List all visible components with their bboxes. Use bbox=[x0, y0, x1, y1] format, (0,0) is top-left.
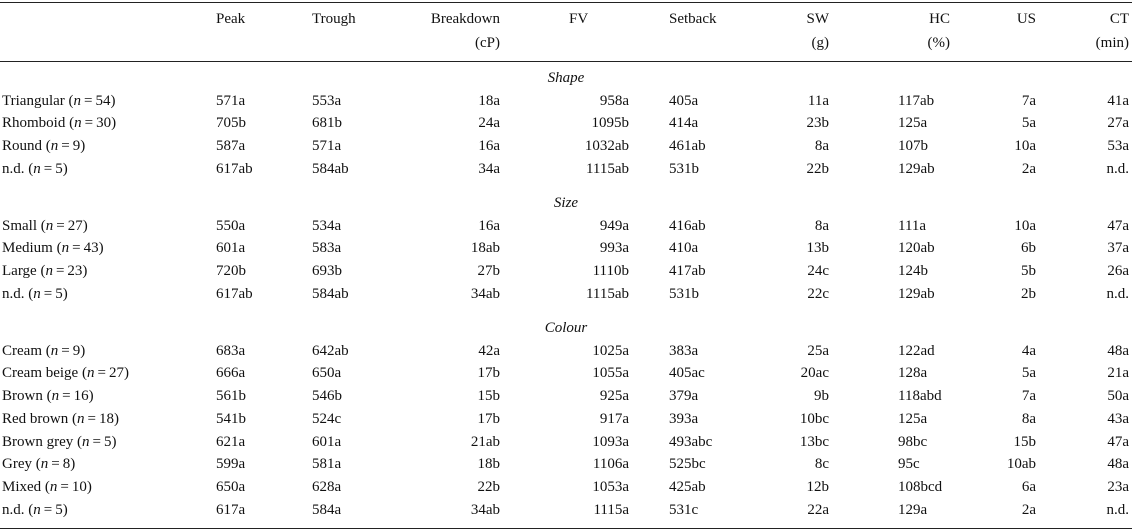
table-cell: 124b bbox=[898, 263, 928, 280]
group-name: Brown bbox=[2, 388, 43, 405]
paren-open: ( bbox=[64, 92, 74, 109]
column-header: Peak bbox=[216, 11, 246, 27]
table-cell: 43a bbox=[1107, 410, 1129, 427]
sample-count: 9 bbox=[72, 342, 81, 359]
equals-sign: = bbox=[48, 456, 63, 473]
column-header: Trough bbox=[312, 11, 356, 27]
table-cell: 425ab bbox=[669, 478, 706, 495]
paren-close: ) bbox=[98, 240, 104, 257]
equals-sign: = bbox=[59, 388, 74, 405]
row-label bbox=[2, 453, 202, 476]
table-cell: 534a bbox=[312, 217, 342, 234]
paren-close: ) bbox=[80, 342, 86, 359]
n-symbol: n bbox=[73, 92, 82, 109]
table-cell: 10a bbox=[1014, 217, 1036, 234]
table-cell: 2a bbox=[1021, 160, 1036, 177]
group-name: Brown grey bbox=[2, 433, 74, 450]
equals-sign: = bbox=[84, 410, 99, 427]
paren-close: ) bbox=[62, 160, 68, 177]
sample-count: 27 bbox=[108, 365, 124, 382]
n-symbol: n bbox=[45, 217, 54, 234]
paren-open: ( bbox=[24, 501, 34, 518]
n-symbol: n bbox=[50, 342, 59, 359]
paren-open: ( bbox=[68, 410, 77, 427]
column-header-unit: (min) bbox=[1095, 35, 1129, 51]
paren-close: ) bbox=[113, 410, 119, 427]
table-cell: 107b bbox=[898, 138, 928, 155]
table-cell: 34ab bbox=[470, 501, 500, 518]
table-cell: 41a bbox=[1107, 92, 1129, 109]
row-label bbox=[2, 158, 202, 181]
table-cell: 10bc bbox=[799, 410, 829, 427]
table-row bbox=[0, 112, 1132, 135]
column-header: CT bbox=[1109, 11, 1129, 27]
group-name: Mixed bbox=[2, 478, 42, 495]
table-cell: 416ab bbox=[669, 217, 706, 234]
equals-sign: = bbox=[81, 92, 96, 109]
table-cell: 553a bbox=[312, 92, 342, 109]
table-row bbox=[0, 260, 1132, 283]
table-row bbox=[0, 237, 1132, 260]
table-cell: 42a bbox=[478, 342, 500, 359]
table-cell: 8c bbox=[814, 456, 829, 473]
paren-close: ) bbox=[123, 365, 129, 382]
table-cell: 1115a bbox=[593, 501, 629, 518]
equals-sign: = bbox=[58, 138, 73, 155]
n-symbol: n bbox=[33, 285, 41, 302]
n-symbol: n bbox=[40, 456, 49, 473]
header-rule bbox=[0, 61, 1132, 62]
row-label bbox=[2, 237, 202, 260]
table-cell: n.d. bbox=[1106, 285, 1129, 302]
table-row bbox=[0, 158, 1132, 181]
n-symbol: n bbox=[77, 410, 85, 427]
row-label bbox=[2, 476, 202, 499]
sample-count: 54 bbox=[95, 92, 111, 109]
table-cell: 379a bbox=[669, 388, 699, 405]
table-cell: 6a bbox=[1021, 478, 1036, 495]
table-cell: 48a bbox=[1107, 342, 1129, 359]
table-cell: 393a bbox=[669, 410, 699, 427]
table-cell: 23a bbox=[1107, 478, 1129, 495]
row-label bbox=[2, 112, 202, 135]
group-name: Cream beige bbox=[2, 365, 79, 382]
table-cell: 1032ab bbox=[584, 138, 629, 155]
table-cell: 949a bbox=[599, 217, 629, 234]
paren-open: ( bbox=[24, 285, 34, 302]
column-header: Breakdown bbox=[430, 11, 500, 27]
table-cell: 129a bbox=[898, 501, 928, 518]
table-cell: 10ab bbox=[1006, 456, 1036, 473]
equals-sign: = bbox=[57, 478, 72, 495]
equals-sign: = bbox=[69, 240, 84, 257]
table-cell: 1115ab bbox=[585, 160, 629, 177]
section-title: Size bbox=[553, 195, 579, 211]
table-cell: 493abc bbox=[669, 433, 713, 450]
table-cell: 22b bbox=[477, 478, 500, 495]
paren-open: ( bbox=[24, 160, 34, 177]
sample-count: 5 bbox=[103, 433, 112, 450]
equals-sign: = bbox=[94, 365, 109, 382]
equals-sign: = bbox=[89, 433, 104, 450]
table-cell: 681b bbox=[312, 115, 342, 132]
table-cell: 1025a bbox=[592, 342, 629, 359]
group-name: n.d. bbox=[2, 160, 25, 177]
table-cell: 18ab bbox=[470, 240, 500, 257]
table-row bbox=[0, 135, 1132, 158]
table-cell: 1095b bbox=[591, 115, 629, 132]
table-cell: 95c bbox=[898, 456, 920, 473]
table-cell: 531b bbox=[669, 285, 699, 302]
table-row bbox=[0, 385, 1132, 408]
table-cell: 571a bbox=[216, 92, 246, 109]
group-name: n.d. bbox=[2, 501, 25, 518]
table-cell: 11a bbox=[807, 92, 829, 109]
table-cell: 22c bbox=[807, 285, 829, 302]
table-cell: 546b bbox=[312, 388, 342, 405]
table-cell: 1053a bbox=[592, 478, 629, 495]
table-cell: 571a bbox=[312, 138, 342, 155]
sample-count: 30 bbox=[96, 115, 112, 132]
table-cell: 599a bbox=[216, 456, 246, 473]
group-name: Red brown bbox=[2, 410, 69, 427]
table-row bbox=[0, 499, 1132, 522]
table-cell: 120ab bbox=[898, 240, 935, 257]
group-name: Large bbox=[2, 263, 37, 280]
table-cell: 524c bbox=[312, 410, 342, 427]
table-cell: 18a bbox=[478, 92, 500, 109]
table-cell: 24a bbox=[478, 115, 500, 132]
table-cell: 414a bbox=[669, 115, 699, 132]
table-cell: 584ab bbox=[312, 160, 349, 177]
table-cell: 8a bbox=[814, 138, 829, 155]
table-cell: 541b bbox=[216, 410, 246, 427]
column-header-unit: (cP) bbox=[475, 35, 500, 51]
column-header-unit: (g) bbox=[811, 35, 829, 51]
table-cell: 24c bbox=[807, 263, 829, 280]
paren-open: ( bbox=[41, 342, 51, 359]
table-cell: 2b bbox=[1021, 285, 1036, 302]
table-cell: 705b bbox=[216, 115, 246, 132]
row-label bbox=[2, 340, 202, 363]
table-row bbox=[0, 408, 1132, 431]
table-cell: 98bc bbox=[898, 433, 928, 450]
group-name: n.d. bbox=[2, 285, 25, 302]
table-cell: 34a bbox=[478, 160, 500, 177]
paren-open: ( bbox=[32, 456, 41, 473]
table-cell: 6b bbox=[1021, 240, 1036, 257]
header-row-2 bbox=[0, 33, 1132, 53]
table-cell: 584a bbox=[312, 501, 342, 518]
sample-count: 8 bbox=[62, 456, 71, 473]
table-cell: 129ab bbox=[898, 285, 935, 302]
table-cell: 525bc bbox=[669, 456, 706, 473]
row-label bbox=[2, 90, 202, 113]
top-rule bbox=[0, 2, 1132, 3]
sample-count: 27 bbox=[67, 217, 83, 234]
paren-close: ) bbox=[82, 217, 88, 234]
row-label bbox=[2, 260, 202, 283]
paren-close: ) bbox=[70, 456, 76, 473]
paren-open: ( bbox=[78, 365, 87, 382]
row-label bbox=[2, 431, 202, 454]
column-header-unit: (%) bbox=[927, 35, 950, 51]
row-label bbox=[2, 283, 202, 306]
paren-open: ( bbox=[37, 217, 46, 234]
table-cell: 587a bbox=[216, 138, 246, 155]
n-symbol: n bbox=[51, 388, 60, 405]
table-cell: 27a bbox=[1107, 115, 1129, 132]
table-cell: 111a bbox=[898, 217, 927, 234]
table-cell: 2a bbox=[1021, 501, 1036, 518]
equals-sign: = bbox=[40, 160, 56, 177]
table-row bbox=[0, 215, 1132, 238]
table-cell: 20ac bbox=[800, 365, 829, 382]
table-cell: 5a bbox=[1021, 365, 1036, 382]
paren-close: ) bbox=[86, 478, 92, 495]
table-cell: 34ab bbox=[470, 285, 500, 302]
table-cell: 12b bbox=[806, 478, 829, 495]
table-cell: 53a bbox=[1107, 138, 1129, 155]
table-cell: 13b bbox=[806, 240, 829, 257]
table-cell: 683a bbox=[216, 342, 246, 359]
bottom-rule bbox=[0, 528, 1132, 529]
table-cell: 129ab bbox=[898, 160, 935, 177]
equals-sign: = bbox=[52, 263, 68, 280]
table-cell: 666a bbox=[216, 365, 246, 382]
table-row bbox=[0, 90, 1132, 113]
table-cell: 22b bbox=[806, 160, 829, 177]
table-cell: 122ad bbox=[898, 342, 935, 359]
table-cell: 48a bbox=[1107, 456, 1129, 473]
table-cell: 621a bbox=[216, 433, 246, 450]
section-title: Shape bbox=[547, 70, 585, 86]
equals-sign: = bbox=[81, 115, 97, 132]
column-header: Setback bbox=[669, 11, 717, 27]
row-label bbox=[2, 135, 202, 158]
table-cell: 4a bbox=[1021, 342, 1036, 359]
group-name: Rhomboid bbox=[2, 115, 66, 132]
table-cell: 21ab bbox=[470, 433, 500, 450]
row-label bbox=[2, 362, 202, 385]
table-cell: 531c bbox=[669, 501, 699, 518]
paren-close: ) bbox=[62, 501, 68, 518]
row-label bbox=[2, 215, 202, 238]
equals-sign: = bbox=[53, 217, 68, 234]
table-cell: n.d. bbox=[1106, 501, 1129, 518]
column-header: US bbox=[1016, 11, 1036, 27]
sample-count: 23 bbox=[67, 263, 83, 280]
table-cell: 410a bbox=[669, 240, 699, 257]
group-name: Small bbox=[2, 217, 38, 234]
table-cell: 583a bbox=[312, 240, 342, 257]
table-cell: 9b bbox=[814, 388, 829, 405]
row-label bbox=[2, 385, 202, 408]
section-title: Colour bbox=[544, 320, 588, 336]
n-symbol: n bbox=[33, 160, 41, 177]
sample-count: 9 bbox=[72, 138, 81, 155]
paren-open: ( bbox=[41, 478, 50, 495]
table-cell: 7a bbox=[1021, 92, 1036, 109]
paren-open: ( bbox=[52, 240, 62, 257]
group-name: Triangular bbox=[2, 92, 65, 109]
paren-close: ) bbox=[88, 388, 94, 405]
table-cell: 18b bbox=[477, 456, 500, 473]
table-cell: 383a bbox=[669, 342, 699, 359]
table-cell: 7a bbox=[1021, 388, 1036, 405]
table-cell: 561b bbox=[216, 388, 246, 405]
table-cell: n.d. bbox=[1106, 160, 1129, 177]
table-cell: 550a bbox=[216, 217, 246, 234]
header-row-1 bbox=[0, 9, 1132, 29]
table-cell: 917a bbox=[599, 410, 629, 427]
group-name: Cream bbox=[2, 342, 42, 359]
table-row bbox=[0, 476, 1132, 499]
table-cell: 1106a bbox=[592, 456, 629, 473]
table-cell: 531b bbox=[669, 160, 699, 177]
table-cell: 1115ab bbox=[585, 285, 629, 302]
table-cell: 417ab bbox=[669, 263, 706, 280]
paren-open: ( bbox=[42, 388, 52, 405]
paren-close: ) bbox=[110, 92, 116, 109]
sample-count: 10 bbox=[71, 478, 87, 495]
table-cell: 650a bbox=[312, 365, 342, 382]
paren-open: ( bbox=[42, 138, 51, 155]
table-cell: 405ac bbox=[669, 365, 705, 382]
table-cell: 8a bbox=[1021, 410, 1036, 427]
table-cell: 16a bbox=[478, 138, 500, 155]
table-cell: 118abd bbox=[898, 388, 942, 405]
table-cell: 47a bbox=[1107, 217, 1129, 234]
table-row bbox=[0, 453, 1132, 476]
paren-open: ( bbox=[73, 433, 82, 450]
group-name: Round bbox=[2, 138, 43, 155]
table-cell: 23b bbox=[806, 115, 829, 132]
sample-count: 43 bbox=[83, 240, 99, 257]
table-cell: 47a bbox=[1107, 433, 1129, 450]
table-cell: 461ab bbox=[669, 138, 706, 155]
sample-count: 5 bbox=[55, 501, 63, 518]
column-header: SW bbox=[806, 11, 829, 27]
row-label bbox=[2, 408, 202, 431]
table-row bbox=[0, 340, 1132, 363]
table-cell: 16a bbox=[478, 217, 500, 234]
paren-close: ) bbox=[80, 138, 86, 155]
table-cell: 17b bbox=[477, 410, 500, 427]
table-row bbox=[0, 283, 1132, 306]
table-cell: 405a bbox=[669, 92, 699, 109]
table-cell: 128a bbox=[898, 365, 928, 382]
sample-count: 16 bbox=[73, 388, 89, 405]
table-cell: 601a bbox=[216, 240, 246, 257]
table-cell: 50a bbox=[1107, 388, 1129, 405]
table-cell: 37a bbox=[1107, 240, 1129, 257]
table-row bbox=[0, 362, 1132, 385]
table-cell: 5a bbox=[1021, 115, 1036, 132]
table-cell: 650a bbox=[216, 478, 246, 495]
n-symbol: n bbox=[82, 433, 90, 450]
paren-close: ) bbox=[82, 263, 88, 280]
table-cell: 581a bbox=[312, 456, 342, 473]
equals-sign: = bbox=[40, 501, 56, 518]
table-cell: 642ab bbox=[312, 342, 349, 359]
table-cell: 25a bbox=[807, 342, 829, 359]
table-cell: 22a bbox=[807, 501, 829, 518]
table-cell: 13bc bbox=[799, 433, 829, 450]
table-cell: 958a bbox=[599, 92, 629, 109]
table-cell: 21a bbox=[1107, 365, 1129, 382]
table-cell: 628a bbox=[312, 478, 342, 495]
n-symbol: n bbox=[45, 263, 53, 280]
table-cell: 15b bbox=[1013, 433, 1036, 450]
table-cell: 5b bbox=[1021, 263, 1036, 280]
table-cell: 17b bbox=[477, 365, 500, 382]
equals-sign: = bbox=[40, 285, 56, 302]
table-cell: 125a bbox=[898, 115, 928, 132]
group-name: Medium bbox=[2, 240, 53, 257]
table-cell: 617a bbox=[216, 501, 246, 518]
table-cell: 1055a bbox=[592, 365, 629, 382]
n-symbol: n bbox=[61, 240, 70, 257]
sample-count: 18 bbox=[98, 410, 114, 427]
table-cell: 1093a bbox=[592, 433, 629, 450]
table-cell: 27b bbox=[477, 263, 500, 280]
table-cell: 617ab bbox=[216, 160, 253, 177]
table-cell: 617ab bbox=[216, 285, 253, 302]
paren-close: ) bbox=[62, 285, 68, 302]
equals-sign: = bbox=[58, 342, 73, 359]
table-cell: 584ab bbox=[312, 285, 349, 302]
column-header: HC bbox=[929, 11, 950, 27]
n-symbol: n bbox=[33, 501, 41, 518]
table-cell: 693b bbox=[312, 263, 342, 280]
table-cell: 8a bbox=[814, 217, 829, 234]
table-cell: 720b bbox=[216, 263, 246, 280]
table-cell: 117ab bbox=[898, 92, 935, 109]
group-name: Grey bbox=[2, 456, 32, 473]
table-row bbox=[0, 431, 1132, 454]
sample-count: 5 bbox=[55, 160, 63, 177]
n-symbol: n bbox=[86, 365, 95, 382]
table-cell: 15b bbox=[477, 388, 500, 405]
n-symbol: n bbox=[74, 115, 82, 132]
table-cell: 108bcd bbox=[898, 478, 943, 495]
table-cell: 125a bbox=[898, 410, 928, 427]
table-cell: 10a bbox=[1014, 138, 1036, 155]
paren-close: ) bbox=[111, 115, 117, 132]
table-cell: 26a bbox=[1107, 263, 1129, 280]
n-symbol: n bbox=[50, 138, 59, 155]
table-cell: 1110b bbox=[592, 263, 629, 280]
table-cell: 993a bbox=[599, 240, 629, 257]
table-cell: 601a bbox=[312, 433, 342, 450]
column-header: FV bbox=[569, 11, 589, 27]
table-cell: 925a bbox=[599, 388, 629, 405]
paren-close: ) bbox=[111, 433, 117, 450]
paren-open: ( bbox=[36, 263, 46, 280]
n-symbol: n bbox=[49, 478, 58, 495]
paren-open: ( bbox=[65, 115, 75, 132]
row-label bbox=[2, 499, 202, 522]
sample-count: 5 bbox=[55, 285, 63, 302]
